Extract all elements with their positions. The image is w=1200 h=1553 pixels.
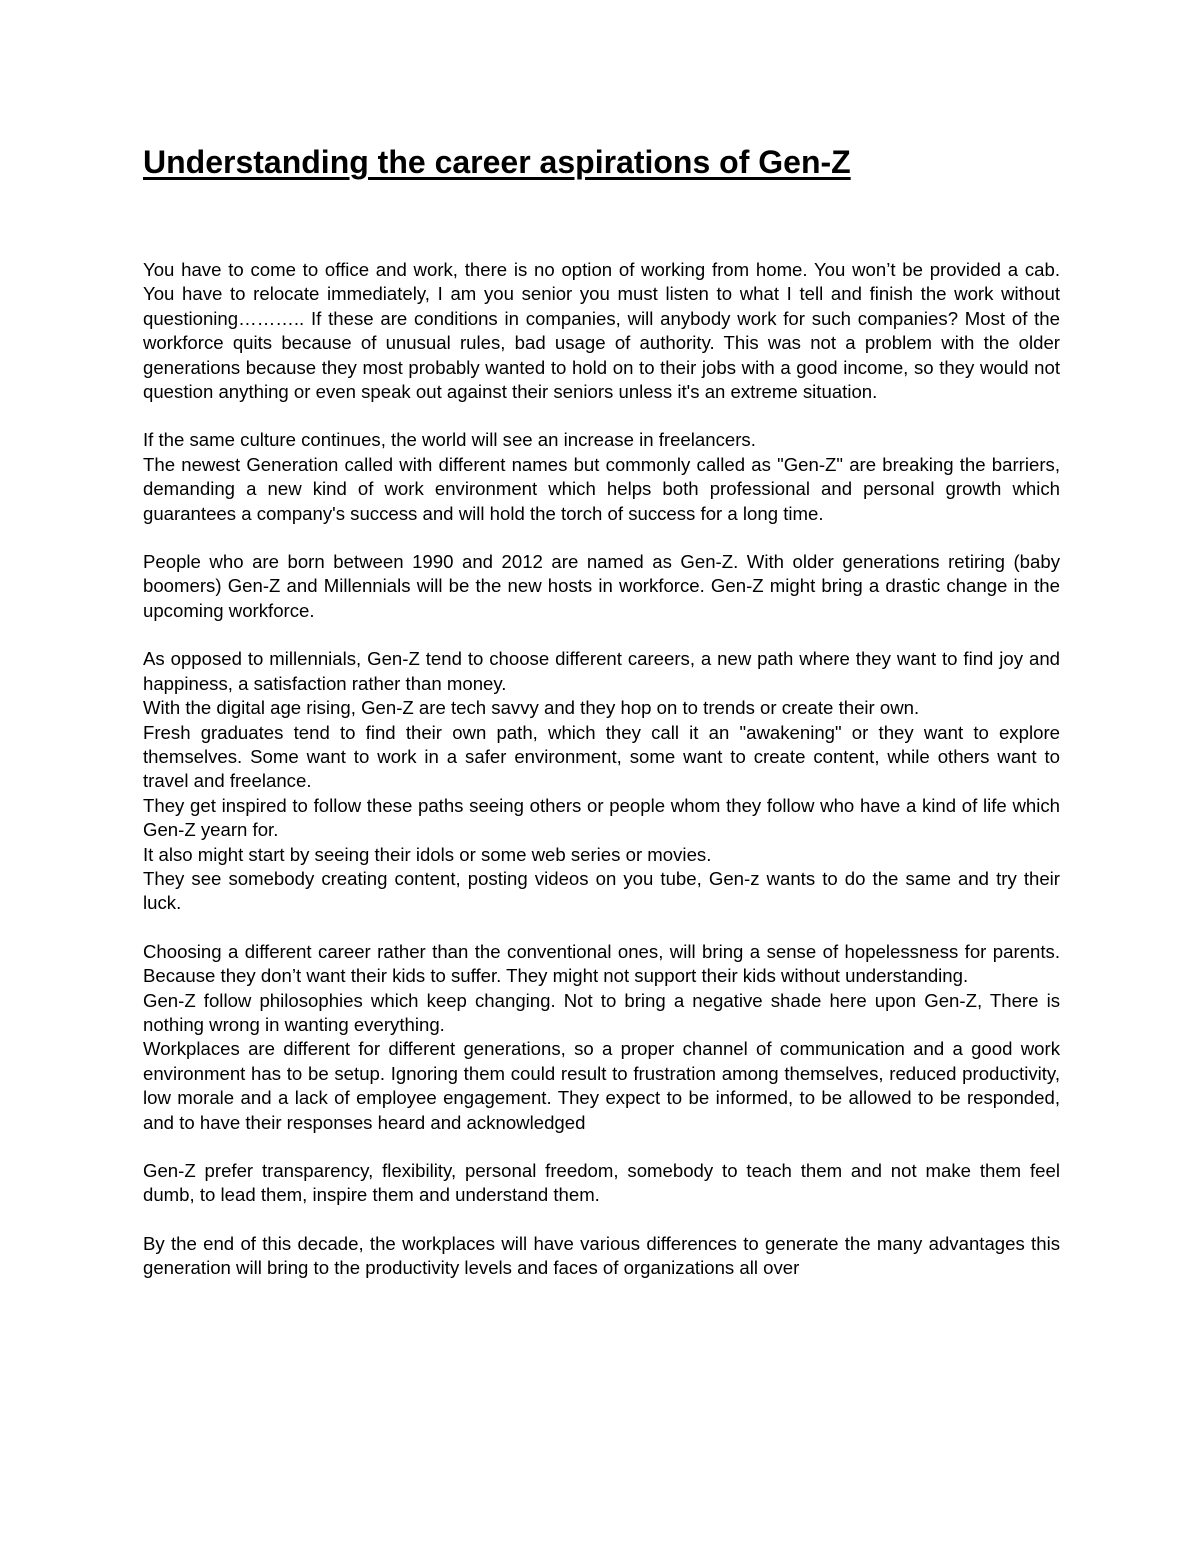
paragraph: It also might start by seeing their idols or some web series or movies. xyxy=(143,843,712,865)
document-page xyxy=(143,140,1060,1305)
paragraph-block-3 xyxy=(143,550,1060,623)
paragraph: Gen-Z prefer transparency, flexibility, personal freedom, somebody to teach them and not make them feel dumb, to lead them, inspire them and understand them. xyxy=(143,1160,1060,1206)
paragraph-block-4 xyxy=(143,647,1060,915)
paragraph: By the end of this decade, the workplaces will have various differences to generate the many advantages this generation will bring to the productivity levels and faces of organizations all over xyxy=(143,1232,1060,1279)
paragraph: They get inspired to follow these paths seeing others or people whom they follow who have a kind of life which Gen-Z yearn for. xyxy=(143,794,1060,841)
paragraph: Choosing a different career rather than the conventional ones, will bring a sense of hopelessness for parents. Because they don’t want their kids to suffer. They might not support their kids without understanding. xyxy=(143,940,1060,987)
paragraph: If the same culture continues, the world will see an increase in freelancers. xyxy=(143,429,756,451)
paragraph: The newest Generation called with different names but commonly called as "Gen-Z" are breaking the barriers, demanding a new kind of work environment which helps both professional and personal growth which guarantees a company's success and will hold the torch of success for a long time. xyxy=(143,453,1060,524)
paragraph-block-6 xyxy=(143,1159,1060,1208)
paragraph-block-5 xyxy=(143,940,1060,1135)
paragraph: You have to come to office and work, there is no option of working from home. You won’t be provided a cab. You have to relocate immediately, I am you senior you must listen to what I tell and finish the work without questioning……….. If these are conditions in companies, will anybody work for such companies? Most of the workforce quits because of unusual rules, bad usage of authority. This was not a problem with the older generations because they most probably wanted to hold on to their jobs with a good income, so they would not question anything or even speak out against their seniors unless it's an extreme situation. xyxy=(143,259,1060,403)
paragraph-block-1 xyxy=(143,258,1060,404)
paragraph-block-7 xyxy=(143,1232,1060,1281)
paragraph: Workplaces are different for different generations, so a proper channel of communication and a good work environment has to be setup. Ignoring them could result to frustration among themselves, reduced productivity, low morale and a lack of employee engagement. They expect to be informed, to be allowed to be responded, and to have their responses heard and acknowledged xyxy=(143,1038,1060,1133)
paragraph-block-2 xyxy=(143,428,1060,526)
paragraph: They see somebody creating content, posting videos on you tube, Gen-z wants to do the same and try their luck. xyxy=(143,867,1060,914)
paragraph: Fresh graduates tend to find their own path, which they call it an "awakening" or they want to explore themselves. Some want to work in a safer environment, some want to create content, while others want to travel and freelance. xyxy=(143,721,1060,792)
paragraph: As opposed to millennials, Gen-Z tend to choose different careers, a new path where they want to find joy and happiness, a satisfaction rather than money. xyxy=(143,648,1060,694)
document-title: Understanding the career aspirations of Gen-Z xyxy=(143,144,851,180)
paragraph: Gen-Z follow philosophies which keep changing. Not to bring a negative shade here upon Gen-Z, There is nothing wrong in wanting everything. xyxy=(143,989,1060,1035)
paragraph: With the digital age rising, Gen-Z are tech savvy and they hop on to trends or create their own. xyxy=(143,697,920,719)
paragraph: People who are born between 1990 and 2012 are named as Gen-Z. With older generations retiring (baby boomers) Gen-Z and Millennials will be the new hosts in workforce. Gen-Z might bring a drastic change in the upcoming workforce. xyxy=(143,551,1060,621)
